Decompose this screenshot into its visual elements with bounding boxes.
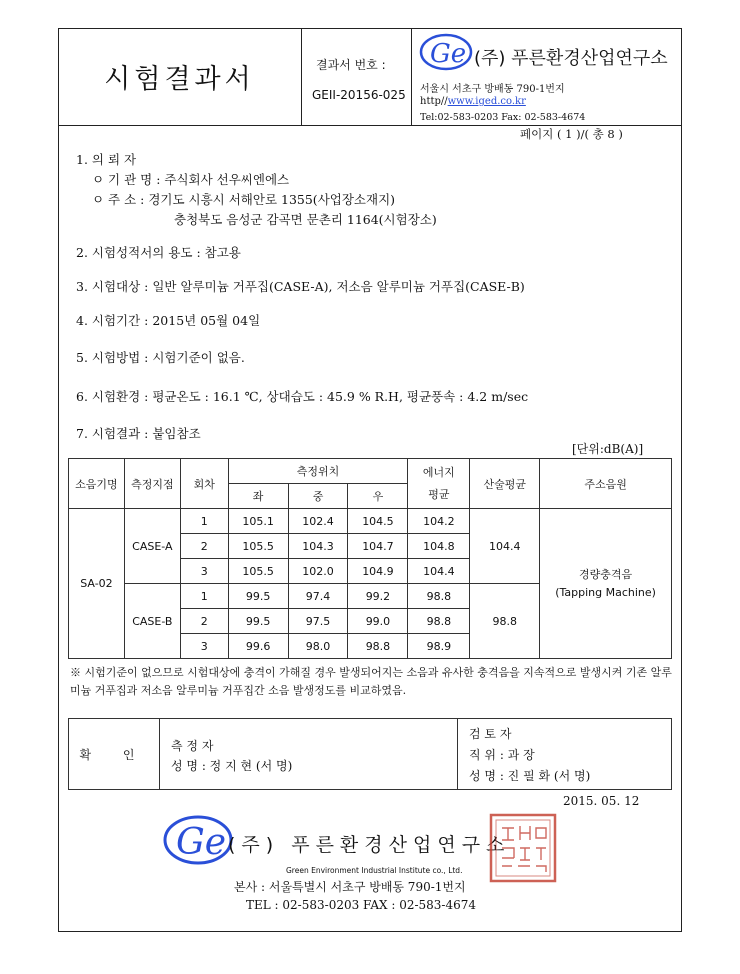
section-period: 4. 시험기간 : 2015년 05월 04일 (76, 313, 261, 328)
reviewer-position: 직 위 : 과 장 (469, 748, 535, 762)
main-source (540, 509, 672, 659)
footer-logo-icon (162, 814, 234, 866)
requester-address: ㅇ 주 소 : 경기도 시흥시 서해안로 1355(사업장소재지) (92, 192, 396, 207)
main-source-line1: 경량충격음 (579, 567, 633, 581)
value-energy-avg: 104.8 (408, 534, 470, 559)
header-position: 측정위치 (228, 459, 408, 484)
requester-org: ㅇ 기 관 명 : 주식회사 선우씨엔에스 (92, 172, 290, 187)
value-center: 102.4 (288, 509, 348, 534)
value-right: 99.0 (348, 609, 408, 634)
value-left: 99.6 (228, 634, 288, 659)
header-main-source: 주소음원 (540, 459, 672, 509)
value-left: 99.5 (228, 609, 288, 634)
main-source-line2: (Tapping Machine) (555, 585, 656, 599)
arith-avg: 98.8 (470, 584, 540, 659)
company-website-link[interactable]: www.iged.co.kr (447, 96, 526, 107)
confirm-label: 확 인 (69, 719, 160, 789)
value-right: 104.5 (348, 509, 408, 534)
header-trial: 회차 (180, 459, 228, 509)
header-point: 측정지점 (124, 459, 180, 509)
section-result: 7. 시험결과 : 붙임참조 (76, 426, 201, 441)
company-url (420, 96, 526, 107)
source-name: SA-02 (69, 509, 125, 659)
confirmation-box (68, 718, 672, 790)
url-prefix: http// (420, 96, 448, 107)
value-center: 104.3 (288, 534, 348, 559)
page-number: 페이지 ( 1 )/( 총 8 ) (520, 127, 623, 141)
measurer-block (159, 719, 458, 789)
value-center: 98.0 (288, 634, 348, 659)
trial-number: 1 (180, 584, 228, 609)
footer-headquarters: 본사 : 서울특별시 서초구 방배동 790-1번지 (234, 880, 466, 894)
company-address: 서울시 서초구 방배동 790-1번지 (420, 84, 565, 95)
trial-number: 3 (180, 634, 228, 659)
test-note: ※ 시험기준이 없으므로 시험대상에 충격이 가해질 경우 발생되어지는 소음과 유사한 충격음을 지속적으로 발생시켜 기존 알루미늄 거푸집과 저소음 알루미늄 거푸집간 소음 발생정도를 비교하였음. (70, 666, 672, 697)
reviewer-block (457, 719, 671, 789)
header-arith: 산술평균 (470, 459, 540, 509)
unit-label: [단위:dB(A)] (572, 442, 644, 456)
issue-date: 2015. 05. 12 (563, 794, 640, 808)
header-energy-line2: 평균 (428, 487, 450, 501)
trial-number: 1 (180, 509, 228, 534)
trial-number: 2 (180, 534, 228, 559)
measurer-title: 측 정 자 (171, 739, 214, 753)
value-energy-avg: 98.9 (408, 634, 470, 659)
header-energy (408, 459, 470, 509)
value-energy-avg: 98.8 (408, 584, 470, 609)
section-method: 5. 시험방법 : 시험기준이 없음. (76, 350, 245, 365)
results-table (68, 458, 672, 659)
section-requester-title: 1. 의 뢰 자 (76, 152, 137, 167)
requester-address-test-site: 충청북도 음성군 감곡면 문촌리 1164(시험장소) (174, 212, 437, 227)
value-left: 99.5 (228, 584, 288, 609)
report-number-box (302, 28, 412, 126)
company-name: (주) 푸른환경산업연구소 (474, 48, 668, 69)
case-name: CASE-B (124, 584, 180, 659)
arith-avg: 104.4 (470, 509, 540, 584)
section-purpose: 2. 시험성적서의 용도 : 참고용 (76, 245, 241, 260)
reviewer-name: 성 명 : 진 필 화 (서 명) (469, 769, 591, 783)
footer-logo-text: Ge (176, 822, 227, 863)
header-energy-line1: 에너지 (422, 465, 455, 479)
value-left: 105.1 (228, 509, 288, 534)
company-box (412, 28, 682, 126)
footer-tel-fax: TEL : 02-583-0203 FAX : 02-583-4674 (246, 898, 477, 912)
header-source: 소음기명 (69, 459, 125, 509)
reviewer-title: 검 토 자 (469, 727, 512, 741)
report-number-label: 결과서 번호 : (316, 58, 386, 72)
case-name: CASE-A (124, 509, 180, 584)
value-left: 105.5 (228, 534, 288, 559)
section-target: 3. 시험대상 : 일반 알루미늄 거푸집(CASE-A), 저소음 알루미늄 거푸집(CASE-B) (76, 279, 525, 294)
value-right: 98.8 (348, 634, 408, 659)
value-energy-avg: 104.2 (408, 509, 470, 534)
trial-number: 2 (180, 609, 228, 634)
value-right: 104.9 (348, 559, 408, 584)
footer-company-english: Green Environment Industrial Institute co., Ltd. (286, 866, 463, 875)
logo-text: Ge (430, 39, 467, 69)
section-environment: 6. 시험환경 : 평균온도 : 16.1 ℃, 상대습도 : 45.9 % R.H, 평균풍속 : 4.2 m/sec (76, 389, 529, 404)
footer-company-name: (주) 푸른환경산업연구소 (228, 834, 511, 856)
document-title: 시험결과서 (58, 28, 302, 126)
company-seal-icon (488, 812, 558, 884)
value-left: 105.5 (228, 559, 288, 584)
trial-number: 3 (180, 559, 228, 584)
value-right: 99.2 (348, 584, 408, 609)
value-center: 97.4 (288, 584, 348, 609)
value-right: 104.7 (348, 534, 408, 559)
company-logo-icon (418, 32, 474, 72)
results-body (69, 509, 672, 659)
value-center: 102.0 (288, 559, 348, 584)
value-center: 97.5 (288, 609, 348, 634)
measurer-name: 성 명 : 정 지 현 (서 명) (171, 759, 293, 773)
report-number: GEII-20156-025 (312, 88, 406, 102)
header-center: 중 (288, 484, 348, 509)
value-energy-avg: 104.4 (408, 559, 470, 584)
header-left: 좌 (228, 484, 288, 509)
company-tel-fax: Tel:02-583-0203 Fax: 02-583-4674 (420, 112, 586, 123)
header-right: 우 (348, 484, 408, 509)
value-energy-avg: 98.8 (408, 609, 470, 634)
table-row (69, 509, 672, 534)
